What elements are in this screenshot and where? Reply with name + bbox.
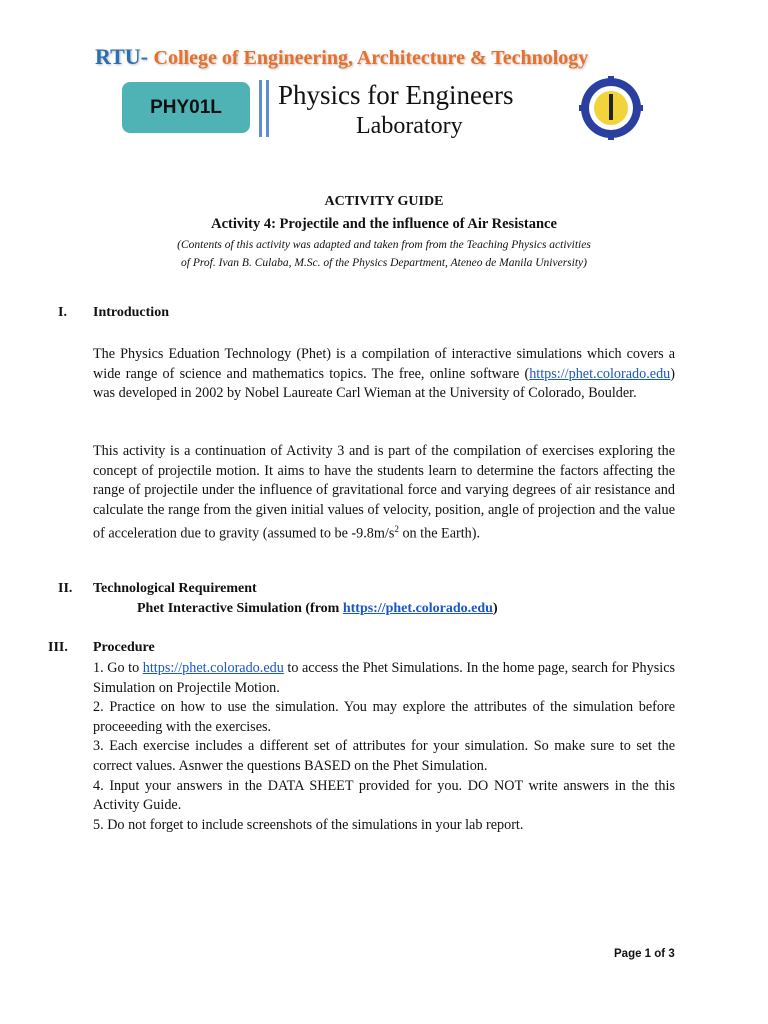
tech-requirement-line: Phet Interactive Simulation (from https://phet.colorado.edu)	[137, 601, 498, 616]
college-banner: RTU- College of Engineering, Architecture & Technology	[95, 44, 589, 69]
step-2: 2. Practice on how to use the simulation. You may explore the attributes of the simulation before proceeeding with the exercises.	[93, 699, 675, 735]
course-subtitle: Laboratory	[356, 113, 463, 139]
section-title-tech: Technological Requirement	[93, 581, 257, 596]
course-code-badge: PHY01L	[122, 82, 250, 133]
section-title-introduction: Introduction	[93, 305, 169, 320]
credit-note-line1: (Contents of this activity was adapted and taken from from the Teaching Physics activities	[177, 239, 591, 251]
step-3: 3. Each exercise includes a different set of attributes for your simulation. So make sure to set the correct values. Asnwer the questions BASED on the Phet Simulation.	[93, 738, 675, 774]
intro-paragraph-2: This activity is a continuation of Activity 3 and is part of the compilation of exercises exploring the concept of projectile motion. It aims to have the students learn to determine the factors affecting the range of projectile under the influence of gravitational force and varying degrees of air resistance and calculate the range from the given initial values of velocity, position, angle of projection and the value of acceleration due to gravity (assumed to be $-9.8m/s^2$ on the Earth).	[93, 443, 675, 543]
guide-heading: ACTIVITY GUIDE	[324, 194, 444, 209]
section-number: II.	[58, 581, 73, 596]
intro-paragraph-1: The Physics Eduation Technology (Phet) is a compilation of interactive simulations which covers a wide range of science and mathematics topics. The free, online software (https://phet.colorado.edu) was developed in 2002 by Nobel Laureate Carl Wieman at the University of Colorado, Boulder.	[93, 346, 675, 402]
section-number: I.	[58, 305, 67, 320]
phet-link[interactable]: https://phet.colorado.edu	[529, 365, 671, 382]
phet-link[interactable]: https://phet.colorado.edu	[342, 601, 493, 616]
phet-link[interactable]: https://phet.colorado.edu	[142, 660, 284, 676]
section-title-procedure: Procedure	[93, 640, 155, 655]
page-number: Page 1 of 3	[614, 948, 675, 960]
procedure-steps	[93, 659, 675, 835]
divider-bars	[259, 80, 269, 137]
university-seal-icon	[579, 76, 643, 140]
section-number: III.	[48, 640, 68, 655]
step-5: 5. Do not forget to include screenshots of the simulations in your lab report.	[93, 816, 524, 833]
step-1: 1. Go to https://phet.colorado.edu to access the Phet Simulations. In the home page, search for Physics Simulation on Projectile Motion.	[93, 660, 676, 696]
step-4: 4. Input your answers in the DATA SHEET provided for you. DO NOT write answers in the this Activity Guide.	[93, 777, 675, 814]
course-title: Physics for Engineers	[278, 80, 514, 110]
activity-title: Activity 4: Projectile and the influence of Air Resistance	[211, 216, 557, 232]
credit-note-line2: of Prof. Ivan B. Culaba, M.Sc. of the Physics Department, Ateneo de Manila University)	[181, 257, 587, 269]
